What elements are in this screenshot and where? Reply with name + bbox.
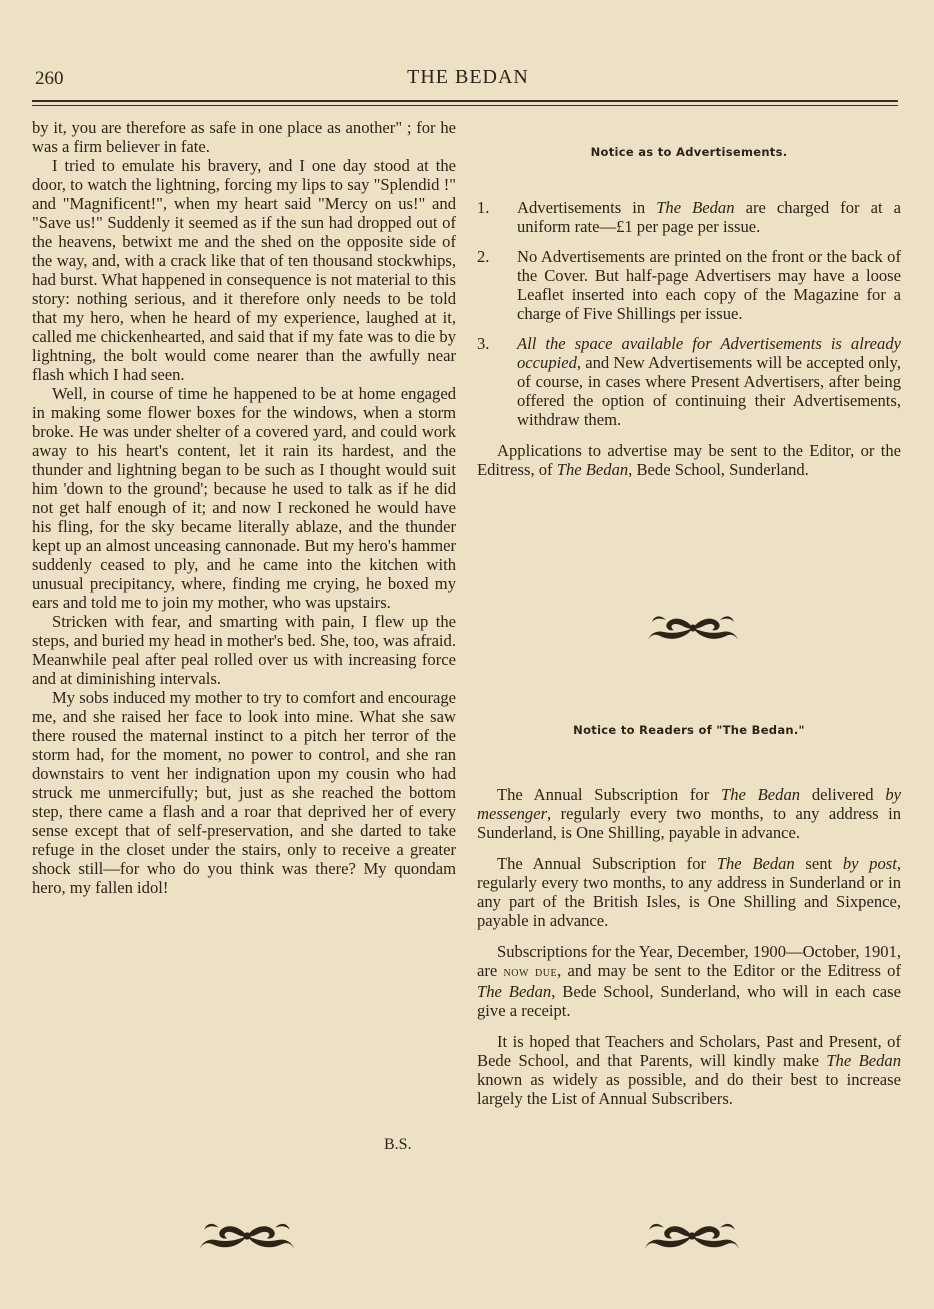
italic-text: The Bedan	[477, 982, 552, 1001]
fleuron-icon	[643, 1218, 741, 1254]
header-rule	[32, 100, 898, 102]
story-paragraph: by it, you are therefore as safe in one place as another" ; for he was a firm believer in fate.	[32, 118, 456, 156]
applications-paragraph	[477, 441, 901, 479]
italic-text: The Bedan	[721, 785, 801, 804]
fleuron-icon	[646, 612, 740, 644]
text: , and may be sent to the Editor or the Editress of	[557, 961, 901, 980]
text: known as widely as possible, and do their best to increase largely the List of Annual Subscribers.	[477, 1070, 901, 1108]
readers-notice-title: Notice to Readers of "The Bedan."	[573, 723, 805, 737]
advert-notice-list	[477, 198, 901, 429]
subscription-paragraph	[477, 1032, 901, 1108]
italic-text: The Bedan	[716, 854, 795, 873]
subscription-paragraph	[477, 785, 901, 842]
page-header	[35, 64, 901, 90]
item-number: 2.	[477, 247, 490, 266]
item-text: , and New Advertisements will be accepted only, of course, in cases where Present Advertisers, after being offered the option of continuing their Advertisements, withdraw them.	[517, 353, 901, 429]
subscription-paragraph	[477, 942, 901, 1020]
notices-column	[477, 143, 901, 479]
text: , regularly every two months, to any address in Sunderland or in any part of the British Isles, is One Shilling and Sixpence, payable in advance.	[477, 854, 901, 930]
italic-text: by messenger	[477, 785, 901, 823]
text: It is hoped that Teachers and Scholars, Past and Present, of Bede School, and that Parents, will kindly make	[477, 1032, 901, 1070]
italic-text: The Bedan	[556, 460, 629, 479]
story-paragraph: Stricken with fear, and smarting with pain, I flew up the steps, and buried my head in mother's bed. She, too, was afraid. Meanwhile peal after peal rolled over us with increasing force and at diminishing intervals.	[32, 612, 456, 688]
text: delivered	[800, 785, 886, 804]
text: , Bede School, Sunderland.	[628, 460, 809, 479]
italic-text: by post	[842, 854, 897, 873]
italic-text: The Bedan	[826, 1051, 901, 1070]
text: The Annual Subscription for	[497, 785, 722, 804]
story-column	[32, 118, 456, 897]
readers-notice	[477, 721, 901, 1108]
item-italic: The Bedan	[656, 198, 735, 217]
item-text: No Advertisements are printed on the front or the back of the Cover. But half-page Advertisers may have a loose Leaflet inserted into each copy of the Magazine for a charge of Five Shillings per issue.	[517, 247, 901, 323]
running-title: THE BEDAN	[407, 66, 529, 88]
item-number: 1.	[477, 198, 490, 217]
fleuron-icon	[198, 1218, 296, 1254]
text: The Annual Subscription for	[497, 854, 717, 873]
item-text: Advertisements in	[517, 198, 657, 217]
text: , regularly every two months, to any address in Sunderland, is One Shilling, payable in advance.	[477, 804, 901, 842]
list-item	[477, 247, 901, 323]
advert-notice-title: Notice as to Advertisements.	[590, 145, 788, 159]
story-paragraph: My sobs induced my mother to try to comfort and encourage me, and she raised her face to look into mine. What she saw there roused the maternal instinct to a pitch her terror of the storm had, for the moment, no power to control, and she ran downstairs to vent her indignation upon my cousin who had struck me unmercifully; but, just as she reached the bottom step, there came a flash and a roar that deprived her of every sense except that of self-preservation, and she darted to take refuge in the closet under the stairs, only to receive a greater shock still—for who do you think was there? My quondam hero, my fallen idol!	[32, 688, 456, 897]
subscription-paragraph	[477, 854, 901, 930]
list-item	[477, 334, 901, 429]
page-number: 260	[35, 68, 64, 89]
story-paragraph: Well, in course of time he happened to be at home engaged in making some flower boxes for the windows, when a storm broke. He was under shelter of a covered yard, and could work away to his heart's content, let it rain its hardest, and the thunder and lightning began to be such as I thought would suit him 'down to the ground'; because he used to talk as if he did not get half enough of it; and now I reckoned he would have his fling, for the sky became literally ablaze, and the thunder kept up an almost unceasing cannonade. But my hero's hammer suddenly ceased to ply, and he came into the kitchen with unusual precipitancy, where, finding me crying, he boxed my ears and told me to join my mother, who was upstairs.	[32, 384, 456, 612]
story-paragraph: I tried to emulate his bravery, and I one day stood at the door, to watch the lightning, forcing my lips to say "Splendid !" and "Magnificent!", when my heart said "Mercy on us!" and "Save us!" Suddenly it seemed as if the sun had dropped out of the heavens, betwixt me and the shed on the opposite side of the way, and, with a crack like that of ten thousand stockwhips, had burst. What happened in consequence is not material to this story: nothing serious, and it therefore only needs to be told that my hero, when he heard of my experience, laughed at it, called me chickenhearted, and said that if my fate was to die by lightning, the bolt would come nearer than the awfully near flash which I had seen.	[32, 156, 456, 384]
small-caps-text: now due	[503, 965, 558, 980]
text: Subscriptions for the Year, December, 1900—October, 1901, are	[477, 942, 902, 980]
signature: B.S.	[384, 1136, 412, 1153]
item-italic: All the space available for Advertisements is already occupied	[517, 334, 901, 372]
item-text: are charged for at a uniform rate—£1 per page per issue.	[517, 198, 901, 236]
text: sent	[794, 854, 843, 873]
list-item	[477, 198, 901, 236]
text: , Bede School, Sunderland, who will in each case give a receipt.	[477, 982, 901, 1020]
text: Applications to advertise may be sent to the Editor, or the Editress, of	[477, 441, 901, 479]
item-number: 3.	[477, 334, 490, 353]
header-rule-thin	[32, 105, 898, 106]
